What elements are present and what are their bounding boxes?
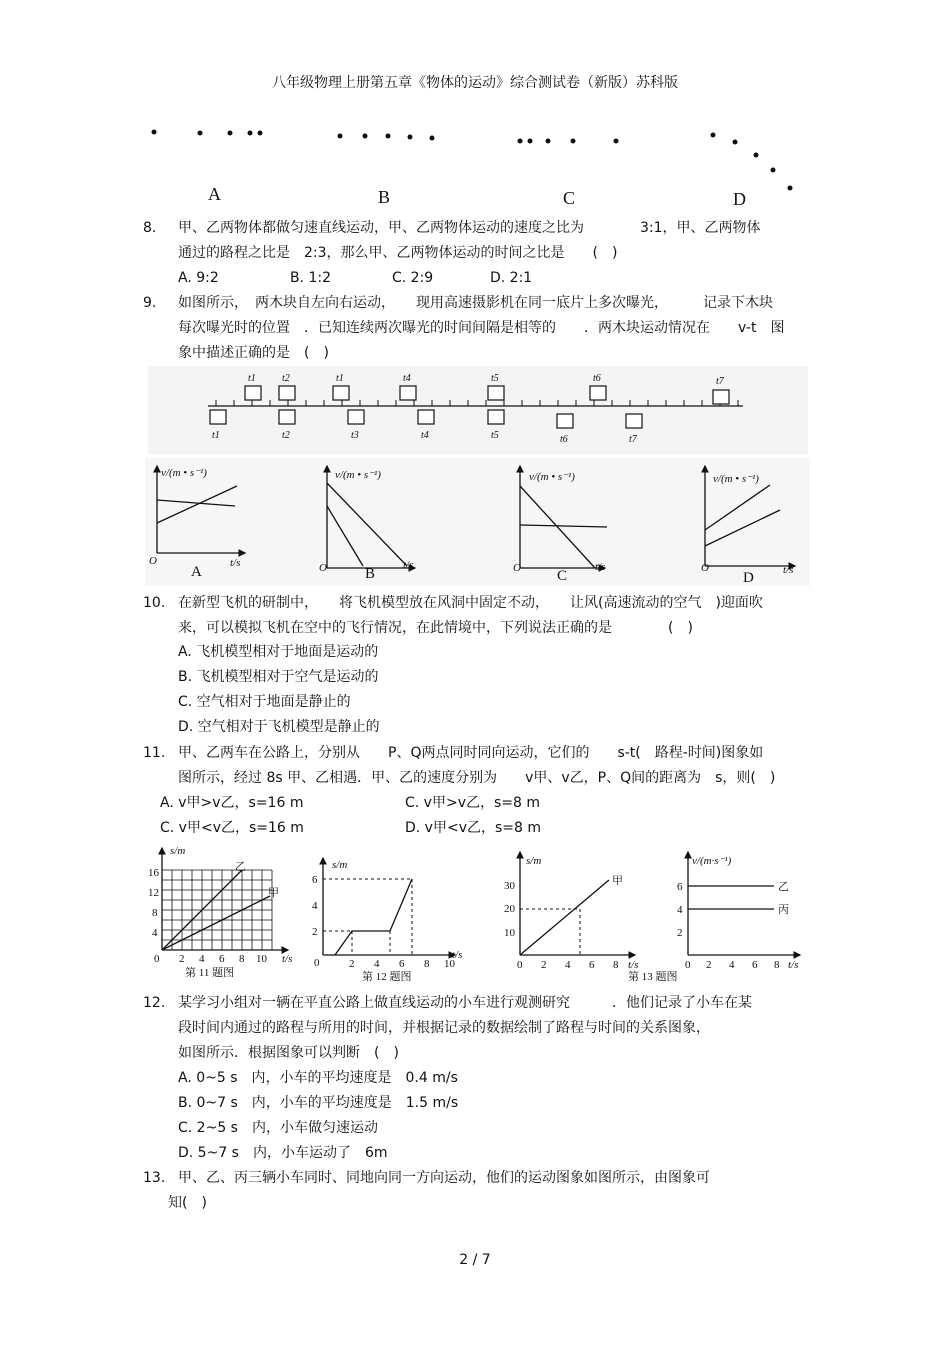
fig12-xtick: 6 xyxy=(399,958,405,970)
fig12-origin: 0 xyxy=(314,957,320,969)
fig12-ytick: 4 xyxy=(312,900,318,912)
q7-option-c: C xyxy=(563,188,576,208)
q9-graph-a-origin: O xyxy=(149,555,157,567)
fig13b-origin: 0 xyxy=(685,959,691,971)
q9-block-top xyxy=(713,390,729,404)
q9-bottom-label: t4 xyxy=(421,430,429,441)
fig11-xlabel: t/s xyxy=(282,953,293,965)
q10-stem-line2: 来，可以模拟飞机在空中的飞行情况，在此情境中，下列说法正确的是 ( ) xyxy=(178,620,693,636)
q9-graph-c-origin: O xyxy=(513,562,521,574)
q12-stem-line1: 某学习小组对一辆在平直公路上做直线运动的小车进行观测研究 ．他们记录了小车在某 xyxy=(178,995,752,1011)
q9-graph-d-origin: O xyxy=(701,562,709,574)
fig13a-ytick: 10 xyxy=(504,927,515,939)
q9-number: 9. xyxy=(143,295,157,311)
q9-block-top xyxy=(245,386,261,400)
q9-block-top xyxy=(488,386,504,400)
fig13a-xtick: 6 xyxy=(589,959,595,971)
q11-number: 11. xyxy=(143,745,166,761)
q9-top-label: t6 xyxy=(593,373,601,384)
fig13b-ytick: 2 xyxy=(677,927,683,939)
q9-block-bottom xyxy=(279,410,295,424)
q9-strip-figure xyxy=(148,366,808,454)
q9-block-top xyxy=(333,386,349,400)
q9-graph-a-xlabel: t/s xyxy=(230,557,241,569)
q9-graph-d-label: D xyxy=(743,570,754,586)
q10-option-c: C. 空气相对于地面是静止的 xyxy=(178,694,351,710)
q9-top-label: t5 xyxy=(491,373,499,384)
q9-bottom-label: t3 xyxy=(351,430,359,441)
q8-stem-line2: 通过的路程之比是 2:3，那么甲、乙两物体运动的时间之比是 ( ) xyxy=(178,245,618,261)
fig13a-origin: 0 xyxy=(517,959,523,971)
q9-top-label: t4 xyxy=(403,373,411,384)
q9-block-bottom xyxy=(210,410,226,424)
fig13-caption: 第 13 题图 xyxy=(628,971,678,983)
q9-graph-d-ylabel: v/(m • s⁻¹) xyxy=(713,473,759,485)
q7-dot-figure xyxy=(130,118,810,213)
q9-block-top xyxy=(400,386,416,400)
q9-top-label: t2 xyxy=(282,373,290,384)
q11-option-b: C. v甲>v乙，s=8 m xyxy=(405,795,540,811)
page-number: 2 / 7 xyxy=(459,1252,491,1268)
q9-graph-b-label: B xyxy=(365,566,376,582)
q9-graph-a-label: A xyxy=(191,564,202,580)
fig12-xtick: 4 xyxy=(374,958,380,970)
fig13b-ytick: 6 xyxy=(677,881,683,893)
q12-stem-line3: 如图所示．根据图象可以判断 ( ) xyxy=(178,1045,399,1061)
fig13b-xtick: 6 xyxy=(752,959,758,971)
q9-graph-a-ylabel: v/(m • s⁻¹) xyxy=(161,467,207,479)
fig12-xtick: 2 xyxy=(349,958,355,970)
q9-graph-c-label: C xyxy=(557,568,568,584)
fig11-grid xyxy=(162,870,272,950)
q7-option-b: B xyxy=(378,187,391,207)
q10-stem-line1: 在新型飞机的研制中， 将飞机模型放在风洞中固定不动， 让风(高速流动的空气 )迎面吹 xyxy=(178,595,763,611)
q11-stem-line2: 图所示，经过 8s 甲、乙相遇．甲、乙的速度分别为 v甲、v乙，P、Q间的距离为 s，则( ) xyxy=(178,770,776,786)
fig13b-xlabel: t/s xyxy=(788,959,799,971)
fig13b-xtick: 8 xyxy=(774,959,780,971)
fig13a-xtick: 8 xyxy=(613,959,619,971)
fig11-ytick: 12 xyxy=(148,887,159,899)
q9-graph-b-ylabel: v/(m • s⁻¹) xyxy=(335,469,381,481)
q7-option-a: A xyxy=(208,184,221,204)
q9-top-label: t7 xyxy=(716,376,724,387)
page-header: 八年级物理上册第五章《物体的运动》综合测试卷（新版）苏科版 xyxy=(272,75,678,91)
q9-graph-c-ylabel: v/(m • s⁻¹) xyxy=(529,471,575,483)
q9-graph-b-xlabel: t/s xyxy=(403,559,414,571)
fig11-xtick: 4 xyxy=(199,953,205,965)
fig13a-xlabel: t/s xyxy=(628,959,639,971)
fig12-xtick: 8 xyxy=(424,958,430,970)
q9-stem-line1: 如图所示， 两木块自左向右运动， 现用高速摄影机在同一底片上多次曝光， 记录下木块 xyxy=(178,295,773,311)
q11-option-a: A. v甲>v乙，s=16 m xyxy=(160,795,304,811)
q9-block-top xyxy=(590,386,606,400)
q8-option-a: A. 9:2 xyxy=(178,270,219,286)
fig11-ytick: 8 xyxy=(152,907,158,919)
q9-graph-d-xlabel: t/s xyxy=(783,564,794,576)
fig13b-xtick: 2 xyxy=(706,959,712,971)
q8-stem-line1: 甲、乙两物体都做匀速直线运动，甲、乙两物体运动的速度之比为 3:1，甲、乙两物体 xyxy=(178,220,761,236)
fig11-ytick: 4 xyxy=(152,927,158,939)
q13-stem-line1: 甲、乙、丙三辆小车同时、同地向同一方向运动，他们的运动图象如图所示，由图象可 xyxy=(178,1170,710,1186)
q8-option-c: C. 2:9 xyxy=(392,270,434,286)
q9-top-label: t1 xyxy=(248,373,256,384)
q12-option-c: C. 2~5 s 内，小车做匀速运动 xyxy=(178,1120,378,1136)
fig11-xtick: 10 xyxy=(256,953,267,965)
q9-block-bottom xyxy=(488,410,504,424)
q9-block-bottom xyxy=(418,410,434,424)
fig13a-ytick: 20 xyxy=(504,903,515,915)
fig12-xlabel: t/s xyxy=(452,949,463,961)
fig12-line xyxy=(335,879,412,955)
q12-number: 12. xyxy=(143,995,166,1011)
fig13a-xtick: 4 xyxy=(565,959,571,971)
fig12-ytick: 2 xyxy=(312,926,318,938)
q9-vt-graphs xyxy=(145,458,810,586)
q9-bottom-label: t2 xyxy=(282,430,290,441)
q9-block-top xyxy=(279,386,295,400)
fig13a-ylabel: s/m xyxy=(526,855,542,867)
q11-stem-line1: 甲、乙两车在公路上，分别从 P、Q两点同时同向运动，它们的 s-t( 路程-时间)图象如 xyxy=(178,745,764,761)
q8-option-b: B. 1:2 xyxy=(290,270,332,286)
fig13a-series-jia-label: 甲 xyxy=(612,875,623,887)
fig13a-ytick: 30 xyxy=(504,880,515,892)
q9-graph-c-xlabel: t/s xyxy=(595,561,606,573)
q11-option-c: C. v甲<v乙，s=16 m xyxy=(160,820,304,836)
fig13b-ytick: 4 xyxy=(677,904,683,916)
q9-block-bottom xyxy=(557,414,573,428)
fig12-caption: 第 12 题图 xyxy=(362,971,412,983)
q9-block-bottom xyxy=(626,414,642,428)
q10-option-b: B. 飞机模型相对于空气是运动的 xyxy=(178,669,379,685)
q9-bottom-label: t5 xyxy=(491,430,499,441)
q12-option-d: D. 5~7 s 内，小车运动了 6m xyxy=(178,1145,388,1161)
fig13a-xtick: 2 xyxy=(541,959,547,971)
fig11-xtick: 2 xyxy=(179,953,185,965)
fig12-ytick: 6 xyxy=(312,874,318,886)
q10-option-d: D. 空气相对于飞机模型是静止的 xyxy=(178,719,380,735)
q11-option-d: D. v甲<v乙，s=8 m xyxy=(405,820,542,836)
fig11-series-yi-label: 乙 xyxy=(235,861,246,873)
fig11-xtick: 8 xyxy=(239,953,245,965)
q9-stem-line2: 每次曝光时的位置 ．已知连续两次曝光的时间间隔是相等的 ．两木块运动情况在 v-t 图 xyxy=(178,320,785,336)
fig11-series-jia-label: 甲 xyxy=(268,887,279,899)
fig13b-series-bing-label: 丙 xyxy=(778,904,789,916)
q10-option-a: A. 飞机模型相对于地面是运动的 xyxy=(178,644,379,660)
fig13a-series-jia xyxy=(520,880,609,955)
q9-bottom-label: t6 xyxy=(560,434,568,445)
q9-stem-line3: 象中描述正确的是 ( ) xyxy=(178,345,329,361)
q7-option-d: D xyxy=(733,189,746,209)
q10-number: 10. xyxy=(143,595,166,611)
q9-graph-b-origin: O xyxy=(319,562,327,574)
q13-stem-line2: 知( ) xyxy=(168,1195,207,1211)
fig11-ytick: 16 xyxy=(148,867,159,879)
q8-option-d: D. 2:1 xyxy=(490,270,533,286)
q9-block-bottom xyxy=(348,410,364,424)
fig13b-ylabel: v/(m·s⁻¹) xyxy=(692,855,732,867)
q12-option-b: B. 0~7 s 内，小车的平均速度是 1.5 m/s xyxy=(178,1095,459,1111)
q12-stem-line2: 段时间内通过的路程与所用的时间，并根据记录的数据绘制了路程与时间的关系图象， xyxy=(178,1020,710,1036)
q9-bottom-label: t7 xyxy=(629,434,637,445)
q12-option-a: A. 0~5 s 内，小车的平均速度是 0.4 m/s xyxy=(178,1070,458,1086)
fig11-origin: 0 xyxy=(154,953,160,965)
fig11-ylabel: s/m xyxy=(170,845,186,857)
q11-13-figures xyxy=(140,840,810,990)
q9-top-label: t1 xyxy=(336,373,344,384)
fig12-ylabel: s/m xyxy=(332,859,348,871)
q9-bottom-label: t1 xyxy=(212,430,220,441)
fig11-series-jia xyxy=(162,896,270,950)
fig13b-xtick: 4 xyxy=(729,959,735,971)
q8-number: 8. xyxy=(143,220,157,236)
fig13b-series-yi-label: 乙 xyxy=(778,881,789,893)
q13-number: 13. xyxy=(143,1170,166,1186)
fig11-xtick: 6 xyxy=(219,953,225,965)
fig11-caption: 第 11 题图 xyxy=(185,967,235,979)
fig12-xtick: 10 xyxy=(444,958,455,970)
